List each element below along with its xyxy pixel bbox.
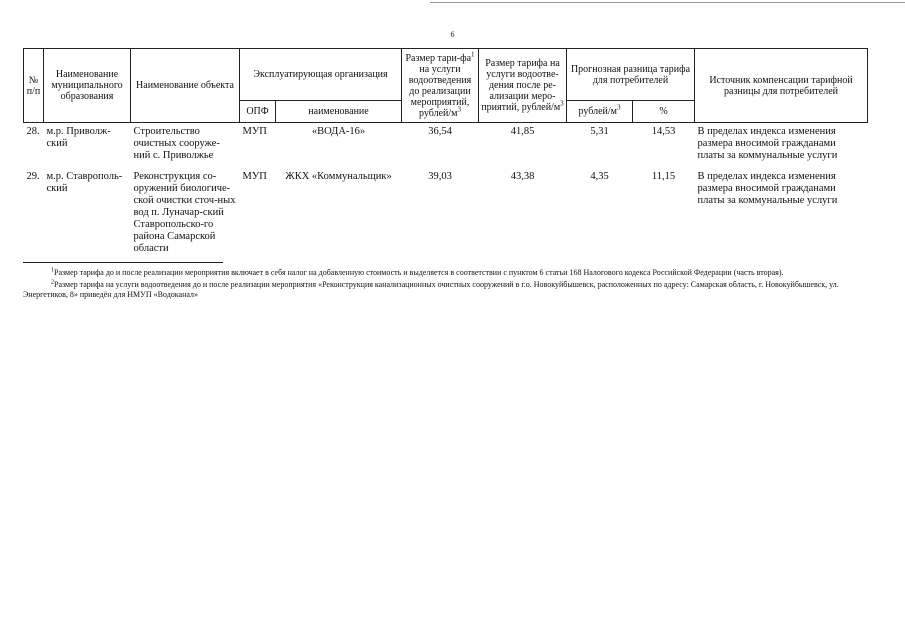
header-num: № п/п xyxy=(24,49,44,123)
cell-diff-rub: 4,35 xyxy=(590,171,609,182)
page-number: 6 xyxy=(450,30,455,39)
footnote-1: $^1$Размер тарифа до и после реализации мероприятия включает в себя налог на добавленную стоимость и выделяется в соответствии с пунктом 6 статьи 168 Налогового кодекса Российской Федерации (часть вторая). xyxy=(51,267,784,277)
footnote-2: $^2$Размер тарифа на услуги водоотведения до и после реализации мероприятия «Реконструкция канализационных очистных сооружений в г.о. Новокуйбышевск, расположенных по адресу: Самарская область, г. Новокуйбышевск, ул. Энергетиков, 8» приведён для НМУП «Водоканал» xyxy=(23,279,839,299)
cell-source: В пределах индекса изменения размера вносимой гражданами платы за коммунальные услуги xyxy=(697,126,838,161)
header-operator-name: наименование xyxy=(276,101,402,123)
cell-object: Строительство очистных сооруже-ний с. Приволжье xyxy=(133,126,220,161)
table-row xyxy=(24,123,868,169)
cell-source: В пределах индекса изменения размера вносимой гражданами платы за коммунальные услуги xyxy=(697,171,838,206)
header-opf: ОПФ xyxy=(240,101,276,123)
cell-opf: МУП xyxy=(242,171,267,182)
cell-object: Реконструкция со-оружений биологиче-ской очистки сточ-ных вод п. Луначар-ский Ставропольско-го района Самарской области xyxy=(133,171,236,254)
cell-tariff-after: 41,85 xyxy=(510,126,535,137)
cell-operator-name: «ВОДА-16» xyxy=(311,126,366,137)
cell-tariff-before: 39,03 xyxy=(428,171,452,182)
cell-diff-pct: 14,53 xyxy=(651,126,676,137)
cell-tariff-after: 43,38 xyxy=(510,171,535,182)
table-row xyxy=(24,168,868,261)
header-tariff-before: Размер тари-$фа^1$ на услуги водоотведения до реализации мероприятий, рублей/$м^3$ xyxy=(402,49,479,123)
header-operator-group: Эксплуатирующая организация xyxy=(240,49,402,101)
cell-operator-name: ЖКХ «Коммунальщик» xyxy=(285,171,392,182)
cell-opf: МУП xyxy=(242,126,267,137)
header-forecast-pct: % xyxy=(633,101,695,123)
cell-num: 29. xyxy=(26,171,40,182)
header-source: Источник компенсации тарифной разницы для потребителей xyxy=(695,49,868,123)
top-border-line xyxy=(430,2,905,3)
footnote-divider xyxy=(23,262,223,263)
header-municipality: Наименование муниципального образования xyxy=(44,49,131,123)
tariff-table xyxy=(23,48,868,261)
cell-num: 28. xyxy=(26,126,40,137)
cell-diff-pct: 11,15 xyxy=(651,171,676,182)
header-object: Наименование объекта xyxy=(131,49,240,123)
header-forecast-rub: рублей/$м^3$ xyxy=(567,101,633,123)
cell-diff-rub: 5,31 xyxy=(590,126,609,137)
cell-tariff-before: 36,54 xyxy=(428,126,452,137)
header-tariff-after: Размер тарифа на услуги водоотве-дения после ре-ализации меро-приятий, рублей/$м^3$ xyxy=(479,49,567,123)
footnotes xyxy=(23,268,868,302)
cell-municipality: м.р. Приволж-ский xyxy=(46,126,111,149)
cell-municipality: м.р. Ставрополь-ский xyxy=(46,171,123,194)
header-forecast-group: Прогнозная разница тарифа для потребителей xyxy=(567,49,695,101)
